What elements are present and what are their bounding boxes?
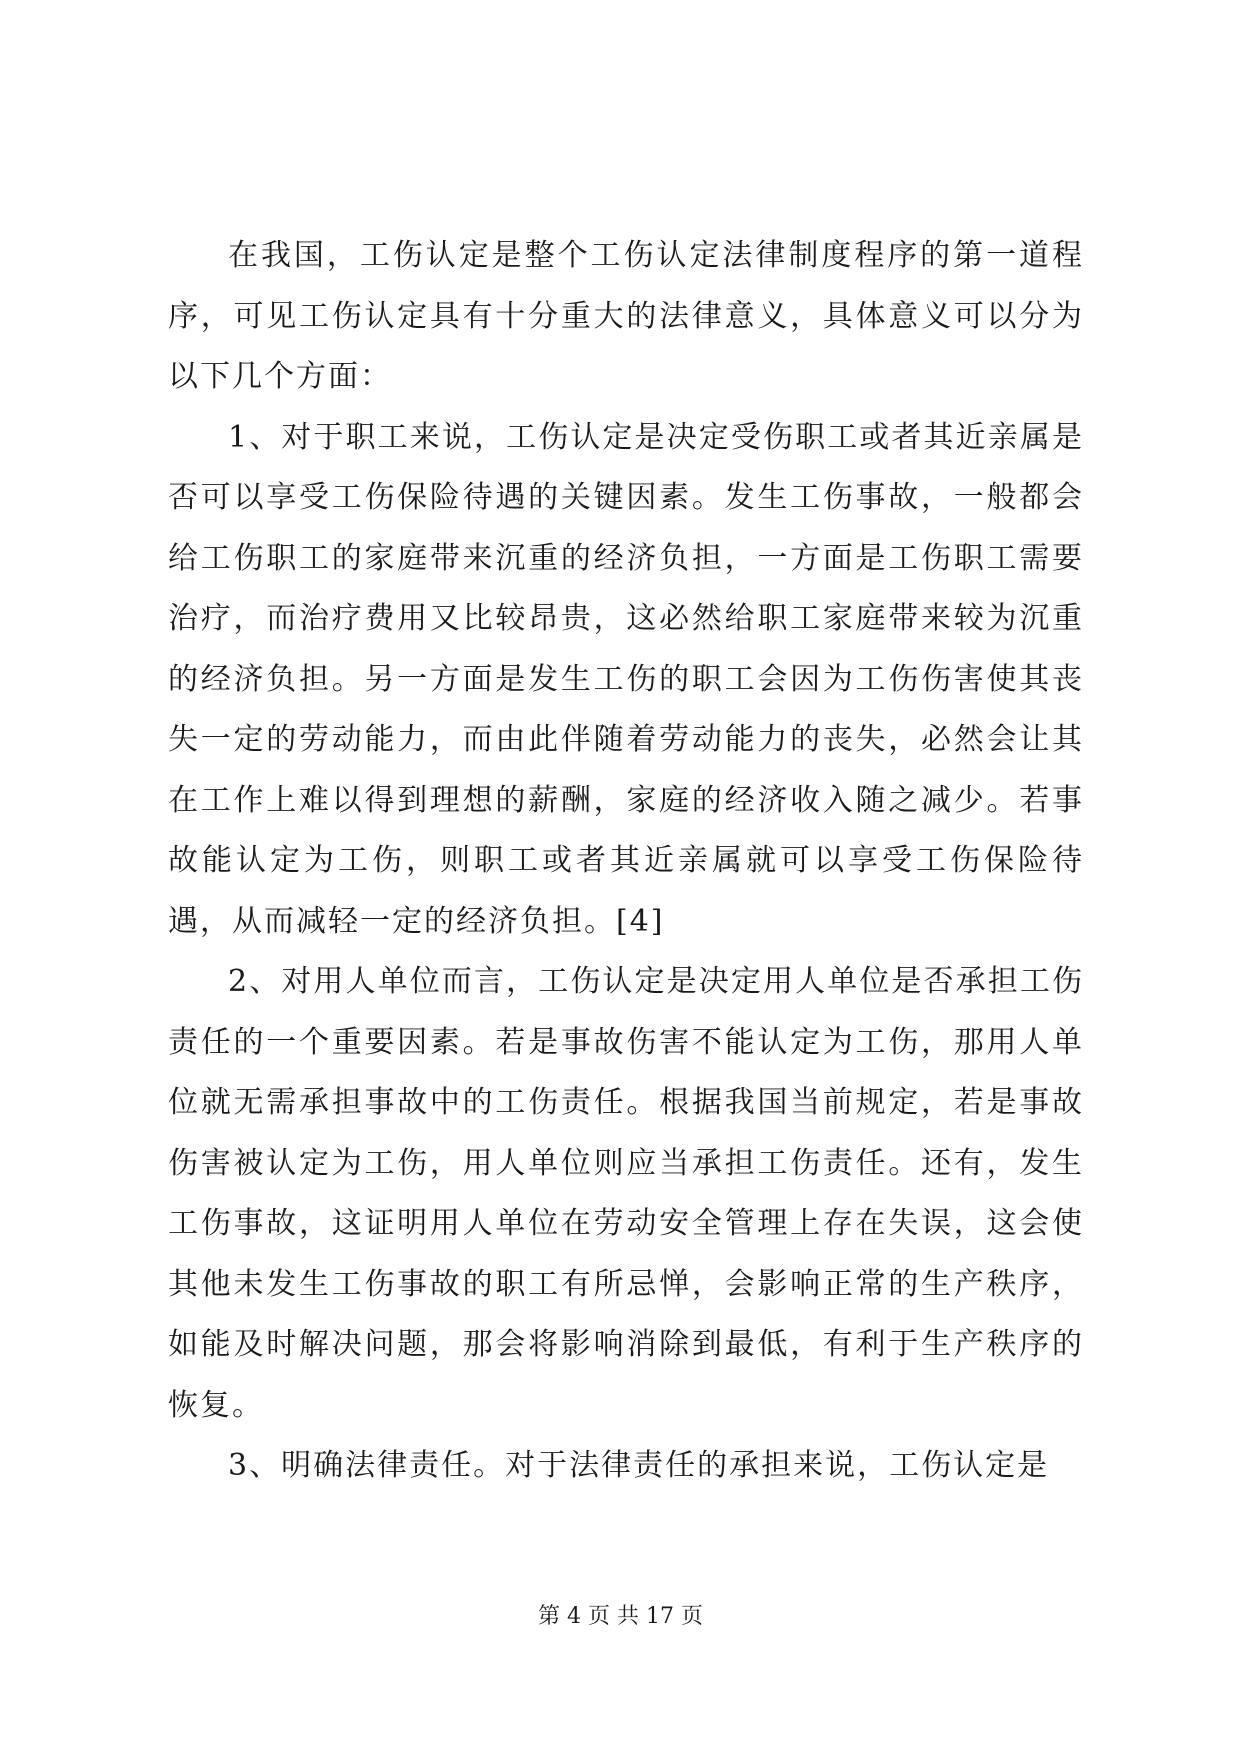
paragraph-point-1: 1、对于职工来说，工伤认定是决定受伤职工或者其近亲属是否可以享受工伤保险待遇的关键因素。发生工伤事故，一般都会给工伤职工的家庭带来沉重的经济负担，一方面是工伤职工需要治疗，而治疗费用又比较昂贵，这必然给职工家庭带来较为沉重的经济负担。另一方面是发生工伤的职工会因为工伤伤害使其丧失一定的劳动能力，而由此伴随着劳动能力的丧失，必然会让其在工作上难以得到理想的薪酬，家庭的经济收入随之减少。若事故能认定为工伤，则职工或者其近亲属就可以享受工伤保险待遇，从而减轻一定的经济负担。[4]	[168, 419, 1084, 939]
body-text	[168, 226, 1084, 1497]
paragraph-intro: 在我国，工伤认定是整个工伤认定法律制度程序的第一道程序，可见工伤认定具有十分重大的法律意义，具体意义可以分为以下几个方面：	[168, 238, 1084, 394]
paragraph-point-3: 3、明确法律责任。对于法律责任的承担来说，工伤认定是	[228, 1448, 1050, 1483]
page-footer: 第 4 页 共 17 页	[538, 1604, 703, 1629]
paragraph-point-2: 2、对用人单位而言，工伤认定是决定用人单位是否承担工伤责任的一个重要因素。若是事故伤害不能认定为工伤，那用人单位就无需承担事故中的工伤责任。根据我国当前规定，若是事故伤害被认定为工伤，用人单位则应当承担工伤责任。还有，发生工伤事故，这证明用人单位在劳动安全管理上存在失误，这会使其他未发生工伤事故的职工有所忌惮，会影响正常的生产秩序，如能及时解决问题，那会将影响消除到最低，有利于生产秩序的恢复。	[168, 964, 1084, 1423]
